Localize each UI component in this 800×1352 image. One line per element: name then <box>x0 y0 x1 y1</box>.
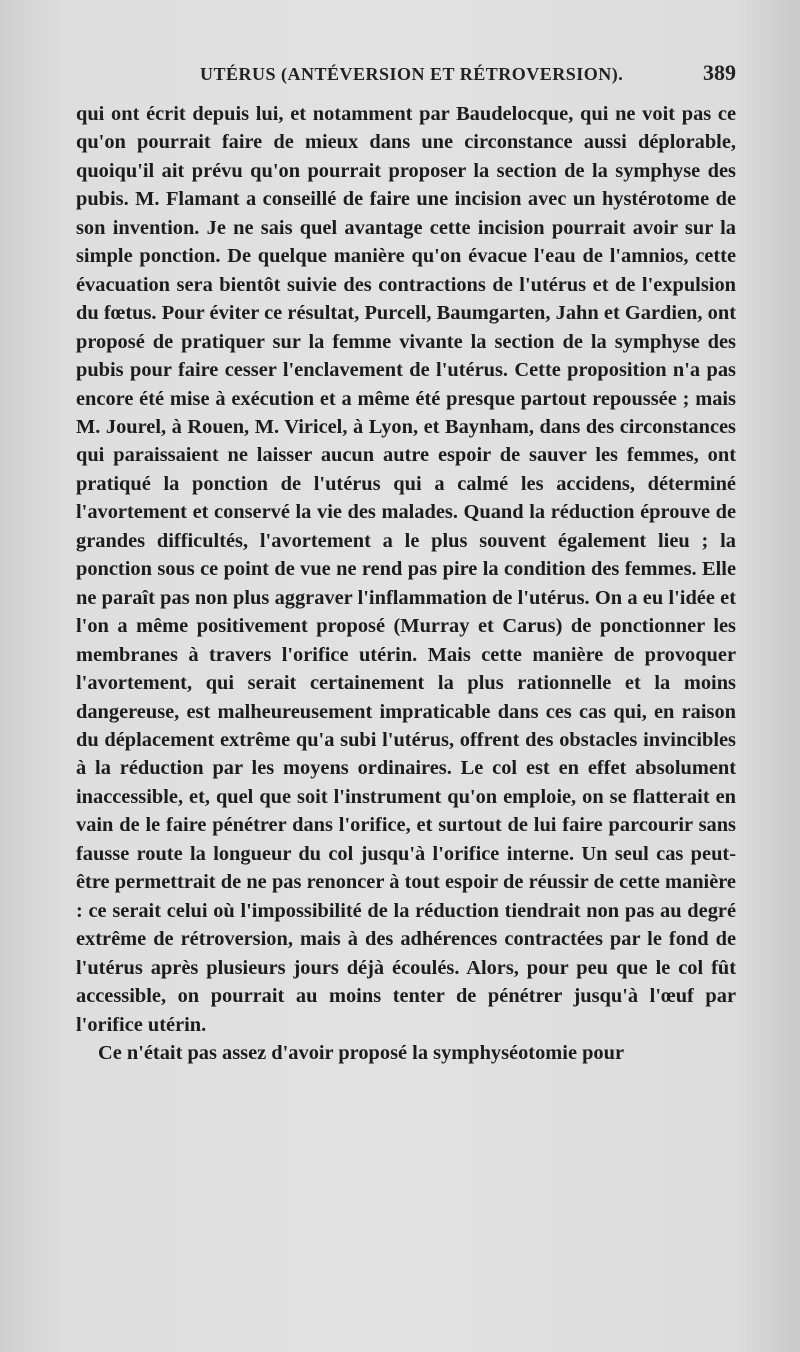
paragraph-new: Ce n'était pas assez d'avoir proposé la symphyséotomie pour <box>98 1041 625 1064</box>
page-number: 389 <box>703 60 736 85</box>
body-text <box>76 100 736 1067</box>
running-head: UTÉRUS (ANTÉVERSION ET RÉTROVERSION). <box>200 64 624 84</box>
paragraph-continuation: qui ont écrit depuis lui, et notamment par Baudelocque, qui ne voit pas ce qu'on pourrait faire de mieux dans une circonstance aussi déplorable, quoiqu'il ait prévu qu'on pourrait proposer la section de la symphyse des pubis. M. Flamant a conseillé de faire une incision avec un hystérotome de son invention. Je ne sais quel avantage cette incision pourrait avoir sur la simple ponction. De quelque manière qu'on évacue l'eau de l'amnios, cette évacuation sera bientôt suivie des contractions de l'utérus et de l'expulsion du fœtus. Pour éviter ce résultat, Purcell, Baumgarten, Jahn et Gardien, ont proposé de pratiquer sur la femme vivante la section de la symphyse des pubis pour faire cesser l'enclavement de l'utérus. Cette proposition n'a pas encore été mise à exécution et a même été presque partout repoussée ; mais M. Jourel, à Rouen, M. Viricel, à Lyon, et Baynham, dans des circonstances qui paraissaient ne laisser aucun autre espoir de sauver les femmes, ont pratiqué la ponction de l'utérus qui a calmé les accidens, déterminé l'avortement et conservé la vie des malades. Quand la réduction éprouve de grandes difficultés, l'avortement a le plus souvent également lieu ; la ponction sous ce point de vue ne rend pas pire la condition des femmes. Elle ne paraît pas non plus aggraver l'inflammation de l'utérus. On a eu l'idée et l'on a même positivement proposé (Murray et Carus) de ponctionner les membranes à travers l'orifice utérin. Mais cette manière de provoquer l'avortement, qui serait certainement la plus rationnelle et la moins dangereuse, est malheureusement impraticable dans ces cas qui, en raison du déplacement extrême qu'a subi l'utérus, offrent des obstacles invincibles à la réduction par les moyens ordinaires. Le col est en effet absolument inaccessible, et, quel que soit l'instrument qu'on emploie, on se flatterait en vain de le faire pénétrer dans l'orifice, et surtout de lui faire parcourir sans fausse route la longueur du col jusqu'à l'orifice interne. Un seul cas peut-être permettrait de ne pas renoncer à tout espoir de réussir de cette manière : ce serait celui où l'impossibilité de la réduction tiendrait non pas au degré extrême de rétroversion, mais à des adhérences contractées par le fond de l'utérus après plusieurs jours déjà écoulés. Alors, pour peu que le col fût accessible, on pourrait au moins tenter de pénétrer jusqu'à l'œuf par l'orifice utérin. <box>76 103 736 1036</box>
page-header <box>76 60 736 96</box>
